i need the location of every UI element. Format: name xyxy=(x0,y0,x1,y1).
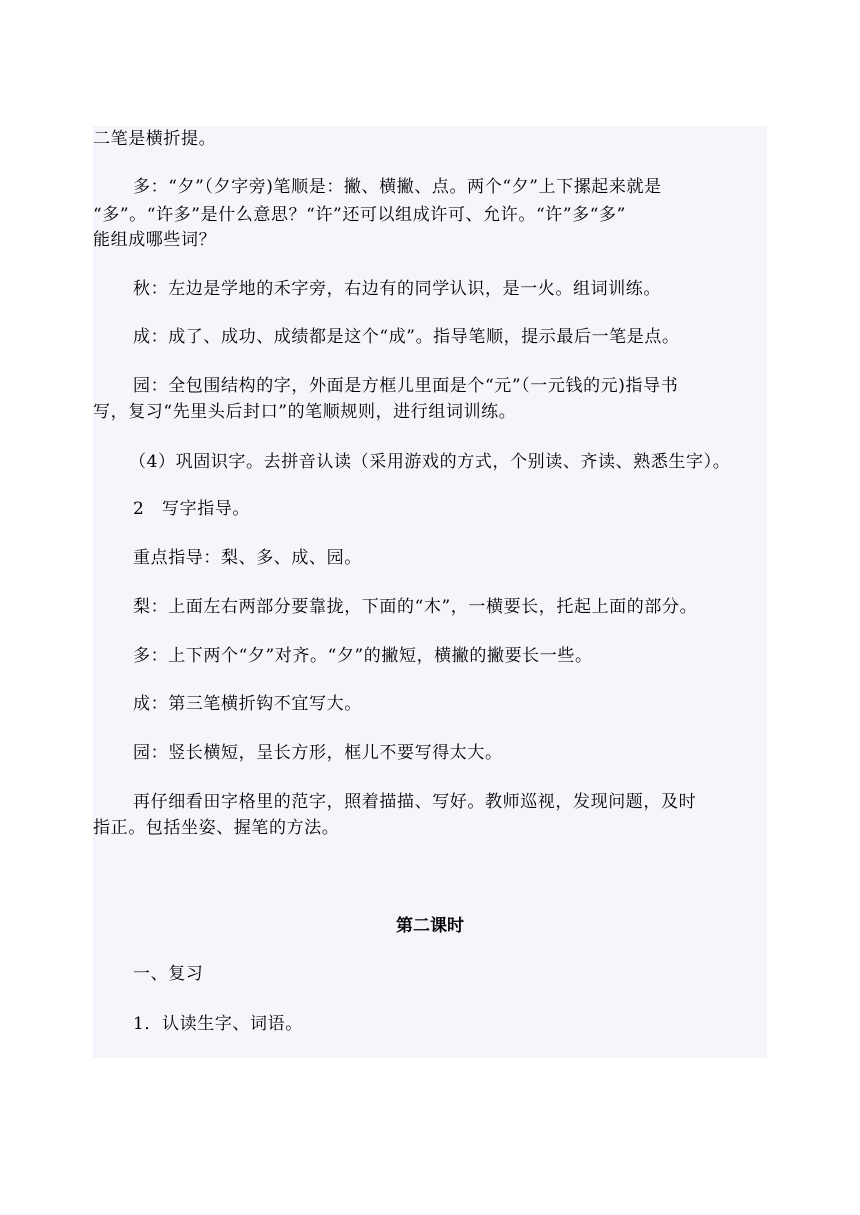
paragraph-line: 2 写字指导。 xyxy=(133,499,251,519)
paragraph-line: 园：全包围结构的字，外面是方框儿里面是个“元”（一元钱的元)指导书 xyxy=(133,376,679,396)
paragraph-line: （4）巩固识字。去拼音认读（采用游戏的方式，个别读、齐读、熟悉生字）。 xyxy=(129,452,731,472)
paragraph-line: 梨：上面左右两部分要靠拢，下面的“木”，一横要长，托起上面的部分。 xyxy=(133,597,698,617)
paragraph-line: 1．认读生字、词语。 xyxy=(133,1014,303,1034)
paragraph-line: 一、复习 xyxy=(133,964,204,984)
paragraph-line: 多：上下两个“夕”对齐。“夕”的撇短，横撇的撇要长一些。 xyxy=(133,646,593,666)
paragraph-line: 再仔细看田字格里的范字，照着描描、写好。教师巡视，发现问题，及时 xyxy=(133,792,697,812)
paragraph-line: 二笔是横折提。 xyxy=(93,129,217,149)
paragraph-line: 写，复习“先里头后封口”的笔顺规则，进行组词训练。 xyxy=(93,402,517,422)
paragraph-line: 园：竖长横短，呈长方形，框儿不要写得太大。 xyxy=(133,743,503,763)
paragraph-line: “多”。“许多”是什么意思？“许”还可以组成许可、允许。“许”多“多” xyxy=(93,205,626,225)
paragraph-line: 能组成哪些词？ xyxy=(93,230,217,250)
paragraph-line: 秋：左边是学地的禾字旁，右边有的同学认识，是一火。组词训练。 xyxy=(133,279,661,299)
paragraph-line: 重点指导：梨、多、成、园。 xyxy=(133,548,362,568)
paragraph-line: 成：第三笔横折钩不宜写大。 xyxy=(133,694,362,714)
section-heading: 第二课时 xyxy=(396,916,464,936)
paragraph-line: 指正。包括坐姿、握笔的方法。 xyxy=(93,818,340,838)
paragraph-line: 成：成了、成功、成绩都是这个“成”。指导笔顺，提示最后一笔是点。 xyxy=(133,327,680,347)
paragraph-line: 多：“夕”（夕字旁)笔顺是：撇、横撇、点。两个“夕”上下摞起来就是 xyxy=(133,177,662,197)
